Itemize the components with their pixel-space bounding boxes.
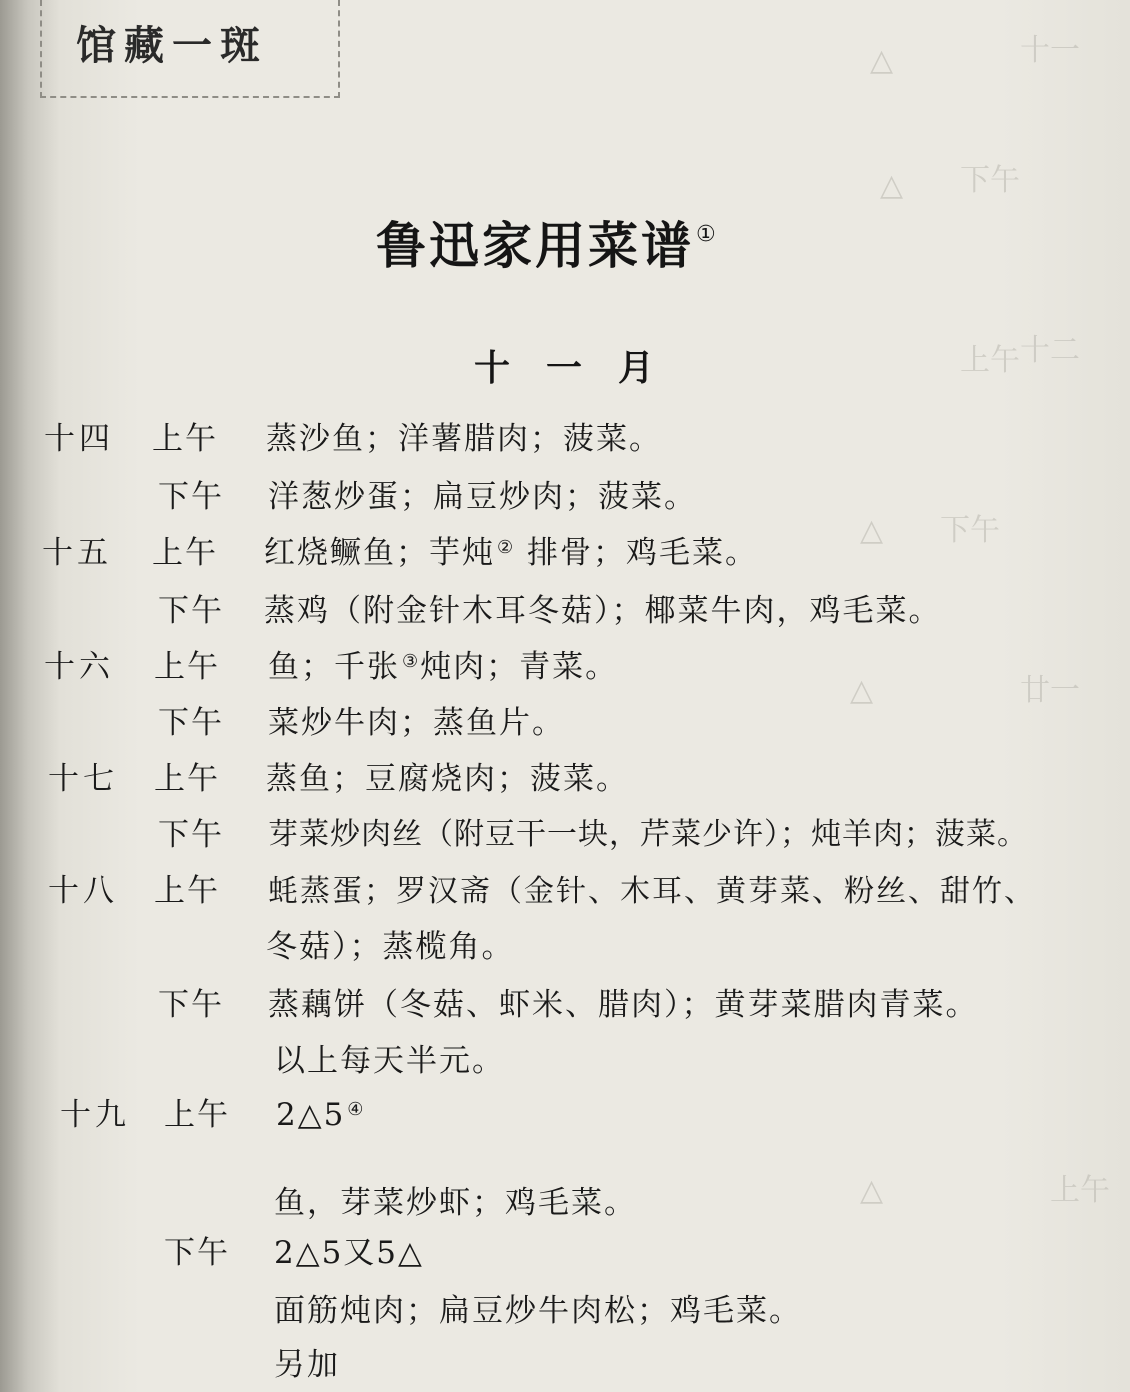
menu-row [264, 593, 942, 629]
menu-text: 蒸沙鱼；洋薯腊肉；菠菜。 [266, 421, 662, 457]
day-label: 十五 [42, 535, 112, 571]
menu-text: 炖肉；青菜。 [420, 649, 619, 685]
menu-text: 蒸鸡（附金针木耳冬菇）；椰菜牛肉，鸡毛菜。 [264, 593, 942, 629]
bleed-through-text [770, 0, 1130, 1392]
footnote-marker: ③ [402, 651, 419, 672]
footnote-marker: ② [497, 537, 514, 558]
menu-row [158, 479, 224, 515]
ghost-text: △ [880, 168, 904, 203]
title-text: 鲁迅家用菜谱 [376, 217, 694, 275]
menu-row [266, 421, 662, 457]
menu-row [268, 817, 1028, 852]
menu-row [274, 1185, 637, 1221]
period-label: 下午 [158, 705, 224, 741]
ghost-text: 十一 [1020, 33, 1080, 68]
menu-text: 蒸鱼；豆腐烧肉；菠菜。 [266, 761, 629, 797]
menu-text: 红烧鳜鱼；芋炖 [264, 535, 495, 571]
menu-text: 菜炒牛肉；蒸鱼片。 [268, 705, 565, 741]
ghost-text: 下午 [960, 163, 1020, 198]
menu-row [274, 1235, 424, 1271]
menu-row [158, 817, 224, 853]
menu-row [276, 1097, 365, 1133]
menu-row [158, 593, 224, 629]
menu-text: 洋葱炒蛋；扁豆炒肉；菠菜。 [268, 479, 697, 515]
menu-row [164, 1235, 230, 1271]
day-label: 十九 [60, 1097, 130, 1133]
footnote-marker: ④ [347, 1099, 364, 1120]
menu-row [42, 535, 112, 571]
menu-row [48, 873, 118, 909]
ghost-text: △ [860, 1173, 884, 1208]
menu-text: 2△5又5△ [274, 1235, 424, 1271]
menu-text: 另加 [274, 1347, 340, 1383]
menu-row [268, 987, 979, 1023]
period-label: 上午 [154, 649, 220, 685]
menu-row [44, 649, 114, 685]
day-label: 十七 [48, 761, 118, 797]
ghost-text: 上午 [960, 343, 1020, 378]
page-title [376, 206, 719, 278]
ghost-text: 上午 [1050, 1173, 1110, 1208]
title-footnote-marker: ① [696, 222, 719, 247]
period-label: 下午 [158, 479, 224, 515]
menu-row [158, 987, 224, 1023]
menu-row [44, 421, 114, 457]
ghost-text: 十二 [1020, 333, 1080, 368]
menu-row [158, 705, 224, 741]
menu-text: 2△5 [276, 1097, 346, 1133]
menu-row [274, 1293, 802, 1329]
day-label: 十六 [44, 649, 114, 685]
menu-text: 面筋炖肉；扁豆炒牛肉松；鸡毛菜。 [274, 1293, 802, 1329]
menu-row [264, 535, 758, 571]
menu-row [164, 1097, 230, 1133]
menu-row [266, 761, 629, 797]
menu-row [268, 876, 1036, 907]
stamp-label: 馆藏一斑 [76, 23, 268, 69]
period-label: 上午 [154, 761, 220, 797]
day-label: 十八 [48, 873, 118, 909]
ghost-text: △ [870, 43, 894, 78]
menu-row [154, 873, 220, 909]
menu-row [266, 929, 515, 965]
month-heading: 十一月 [474, 348, 691, 389]
menu-row [268, 705, 565, 741]
period-label: 下午 [158, 817, 224, 853]
menu-row [152, 421, 218, 457]
menu-row [154, 649, 220, 685]
period-label: 上午 [154, 873, 220, 909]
menu-row [274, 1043, 505, 1079]
menu-row [268, 649, 619, 685]
menu-row [60, 1097, 130, 1133]
menu-text: 鱼；千张 [268, 649, 400, 685]
period-label: 上午 [152, 535, 218, 571]
menu-text: 蒸藕饼（冬菇、虾米、腊肉）；黄芽菜腊肉青菜。 [268, 987, 979, 1023]
menu-text: 以上每天半元。 [274, 1043, 505, 1079]
menu-row [48, 761, 118, 797]
menu-row [268, 479, 697, 515]
ghost-text: △ [860, 513, 884, 548]
period-label: 下午 [164, 1235, 230, 1271]
day-label: 十四 [44, 421, 114, 457]
ghost-text: 下午 [940, 513, 1000, 548]
menu-row [154, 761, 220, 797]
period-label: 上午 [164, 1097, 230, 1133]
period-label: 上午 [152, 421, 218, 457]
menu-row [274, 1347, 340, 1383]
period-label: 下午 [158, 987, 224, 1023]
menu-text: 排骨；鸡毛菜。 [515, 535, 758, 571]
ghost-text: △ [850, 673, 874, 708]
menu-text: 芽菜炒肉丝（附豆干一块，芹菜少许）；炖羊肉；菠菜。 [268, 817, 1028, 852]
menu-row [152, 535, 218, 571]
collection-stamp [40, 0, 340, 98]
period-label: 下午 [158, 593, 224, 629]
ghost-text: 廿一 [1020, 673, 1080, 708]
menu-text: 蚝蒸蛋；罗汉斋（金针、木耳、黄芽菜、粉丝、甜竹、 [268, 874, 1036, 909]
menu-text: 鱼，芽菜炒虾；鸡毛菜。 [274, 1185, 637, 1221]
menu-text: 冬菇）；蒸榄角。 [266, 929, 515, 965]
